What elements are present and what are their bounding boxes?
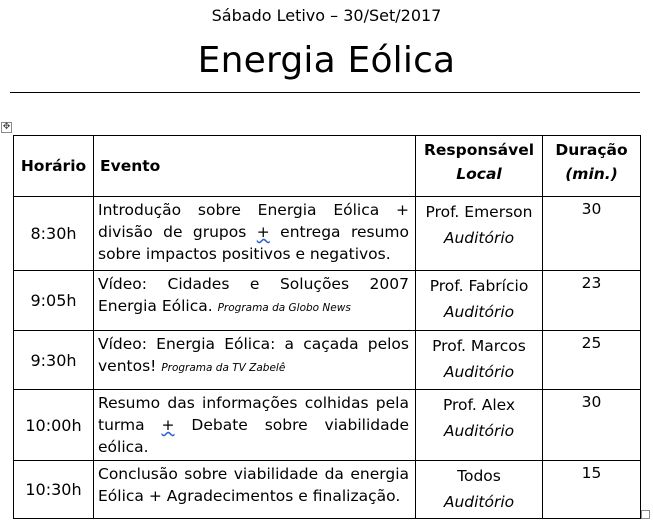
event-text: Vídeo: Energia Eólica: a caçada pelos ventos!: [98, 335, 409, 375]
table-row: [14, 331, 641, 390]
event-plus-sign: +: [256, 223, 270, 241]
event-text: Introdução sobre Energia Eólica + divisão de grupos: [98, 201, 409, 241]
row-event: [94, 197, 416, 271]
row-time: 10:30h: [14, 461, 94, 519]
document-title: Energia Eólica: [197, 40, 456, 81]
row-time: 10:00h: [14, 390, 94, 461]
event-location: Auditório: [443, 363, 515, 381]
row-time: 8:30h: [14, 197, 94, 271]
event-location: Auditório: [443, 493, 515, 511]
table-move-handle-icon[interactable]: ✥: [2, 122, 11, 132]
responsible-name: Prof. Marcos: [432, 337, 526, 355]
responsible-name: Prof. Emerson: [425, 203, 533, 221]
table-row: [14, 271, 641, 331]
row-responsible: [416, 331, 543, 390]
table-header-row: [14, 136, 641, 197]
event-text: Conclusão sobre viabilidade da energia Eólica + Agradecimentos e finalização.: [98, 465, 409, 505]
event-location: Auditório: [443, 229, 515, 247]
row-duration: 25: [543, 331, 641, 390]
header-responsible: [416, 136, 543, 197]
event-text: Vídeo: Cidades e Soluções 2007 Energia Eólica.: [98, 275, 409, 315]
row-responsible: [416, 461, 543, 519]
table-resize-handle-icon[interactable]: [641, 510, 650, 519]
table-row: [14, 197, 641, 271]
table-row: [14, 461, 641, 519]
row-duration: 15: [543, 461, 641, 519]
row-event: [94, 331, 416, 390]
header-event: Evento: [94, 136, 416, 197]
schedule-table: [13, 135, 641, 519]
event-plus-sign: +: [161, 416, 175, 434]
event-location: Auditório: [443, 422, 515, 440]
header-location-label: Local: [456, 165, 502, 183]
row-duration: 30: [543, 197, 641, 271]
header-time: Horário: [14, 136, 94, 197]
header-responsible-label: Responsável: [423, 141, 535, 159]
row-event: [94, 461, 416, 519]
row-event: [94, 271, 416, 331]
header-duration-label: Duração: [555, 141, 628, 159]
row-responsible: [416, 197, 543, 271]
event-text-continued: Debate sobre viabilidade eólica.: [98, 416, 409, 456]
header-duration: [543, 136, 641, 197]
row-time: 9:05h: [14, 271, 94, 331]
event-program-note: Programa da Globo News: [217, 302, 351, 314]
responsible-name: Todos: [457, 467, 501, 485]
row-time: 9:30h: [14, 331, 94, 390]
row-event: [94, 390, 416, 461]
responsible-name: Prof. Alex: [442, 396, 516, 414]
row-responsible: [416, 271, 543, 331]
event-program-note: Programa da TV Zabelê: [161, 362, 286, 374]
responsible-name: Prof. Fabrício: [429, 277, 529, 295]
event-location: Auditório: [443, 303, 515, 321]
row-duration: 30: [543, 390, 641, 461]
header-duration-unit: (min.): [565, 165, 618, 183]
table-row: [14, 390, 641, 461]
event-text-continued: entrega resumo sobre impactos positivos e negativos.: [98, 223, 409, 263]
row-duration: 23: [543, 271, 641, 331]
event-text: Resumo das informações colhidas pela turma: [98, 394, 409, 434]
document-subtitle: Sábado Letivo – 30/Set/2017: [211, 6, 442, 25]
row-responsible: [416, 390, 543, 461]
title-underline: [10, 92, 640, 93]
